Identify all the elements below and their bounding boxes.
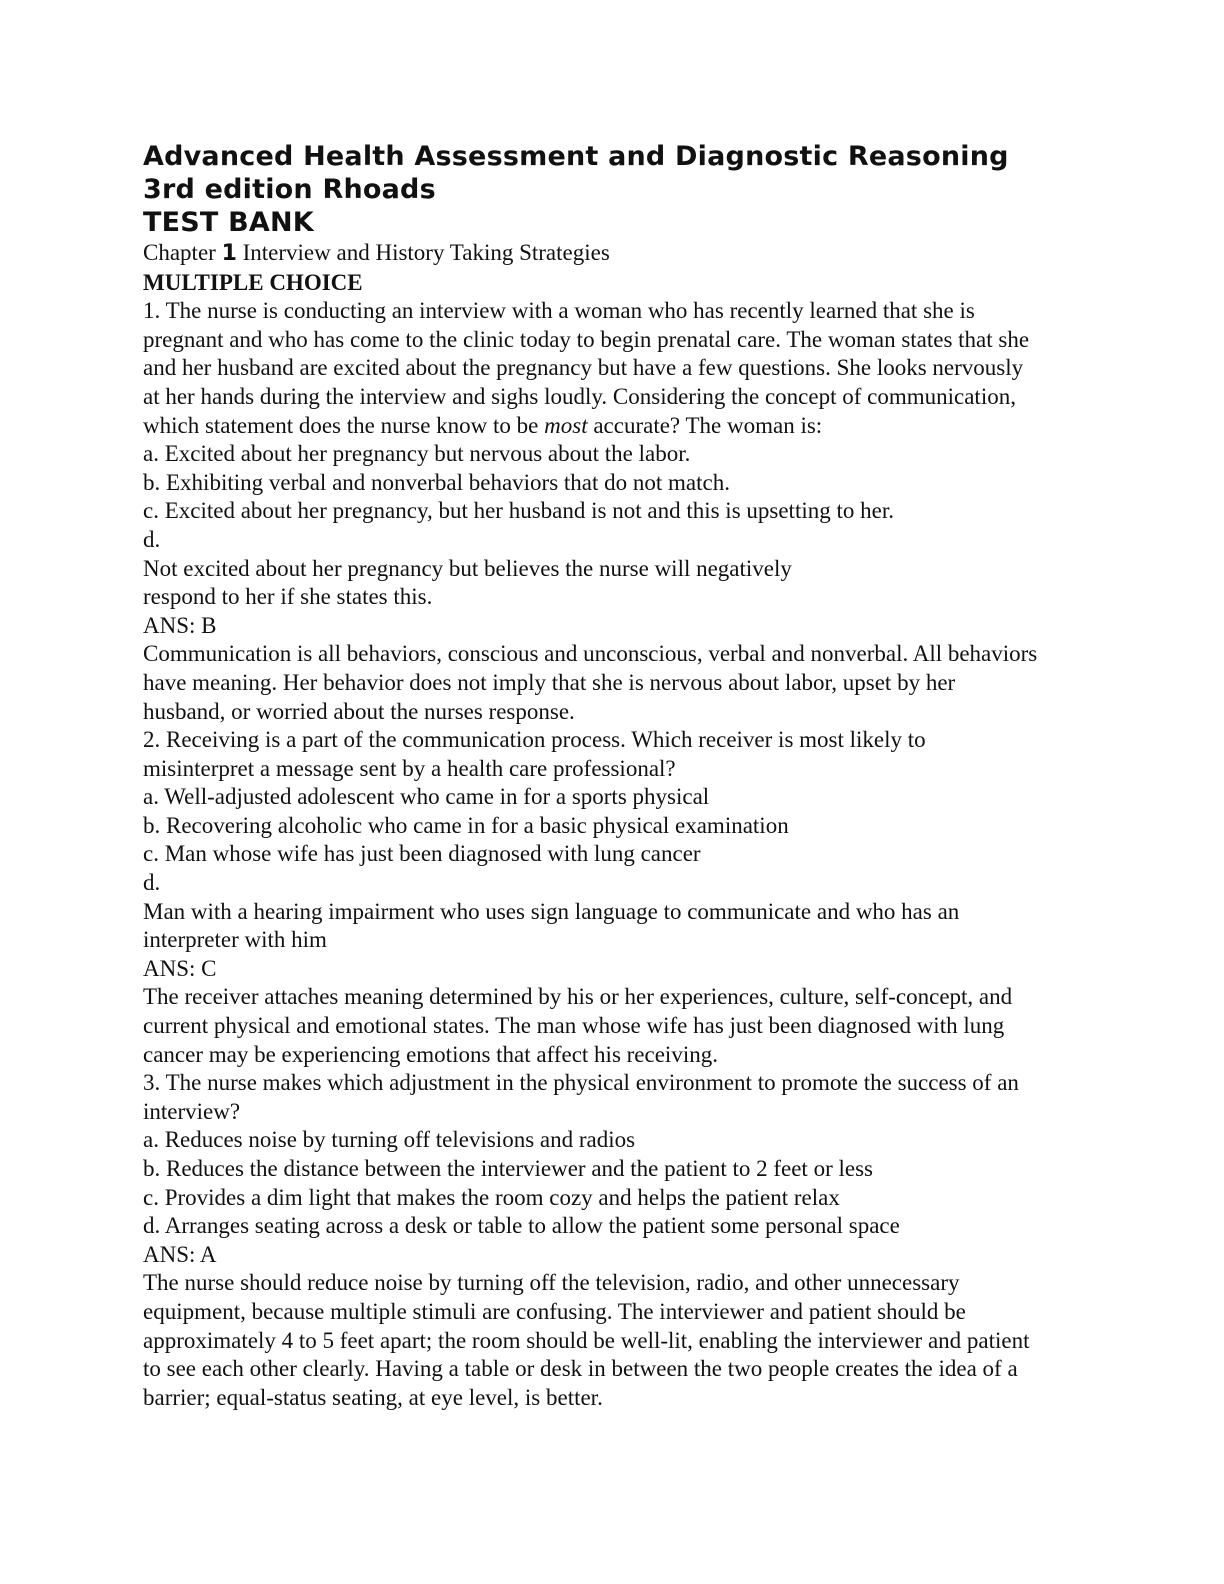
question-2 — [143, 726, 1083, 1069]
rationale-line: approximately 4 to 5 feet apart; the room should be well-lit, enabling the interviewer and patient — [143, 1327, 1030, 1353]
document-title-line-2: 3rd edition Rhoads — [143, 174, 436, 205]
rationale-line: Communication is all behaviors, conscious and unconscious, verbal and nonverbal. All behaviors — [143, 641, 1038, 667]
rationale-line: equipment, because multiple stimuli are confusing. The interviewer and patient should be — [143, 1298, 966, 1324]
option-a: a. Well-adjusted adolescent who came in for a sports physical — [143, 784, 710, 810]
option-d-text: Man with a hearing impairment who uses sign language to communicate and who has an — [143, 898, 960, 924]
option-b: b. Recovering alcoholic who came in for a basic physical examination — [143, 812, 789, 838]
question-stem-line: misinterpret a message sent by a health care professional? — [143, 755, 676, 781]
option-c: c. Provides a dim light that makes the room cozy and helps the patient relax — [143, 1184, 840, 1210]
question-stem-line: 2. Receiving is a part of the communication process. Which receiver is most likely to — [143, 727, 926, 753]
answer: ANS: A — [143, 1241, 217, 1267]
rationale-line: to see each other clearly. Having a table or desk in between the two people creates the idea of a — [143, 1356, 1018, 1382]
chapter-number: 1 — [221, 241, 237, 266]
question-stem-line: at her hands during the interview and sighs loudly. Considering the concept of communication, — [143, 383, 1016, 409]
option-d-text: Not excited about her pregnancy but believes the nurse will negatively — [143, 555, 792, 581]
answer: ANS: C — [143, 955, 217, 981]
option-d-text: respond to her if she states this. — [143, 584, 433, 610]
rationale-line: The nurse should reduce noise by turning off the television, radio, and other unnecessary — [143, 1270, 960, 1296]
chapter-heading — [143, 239, 1083, 269]
stem-emphasis: most — [544, 412, 588, 438]
section-heading: MULTIPLE CHOICE — [143, 269, 363, 295]
rationale-line: have meaning. Her behavior does not imply that she is nervous about labor, upset by her — [143, 669, 956, 695]
question-stem-line: 1. The nurse is conducting an interview with a woman who has recently learned that she is — [143, 298, 975, 324]
option-d-text: interpreter with him — [143, 927, 327, 953]
rationale-line: current physical and emotional states. The man whose wife has just been diagnosed with lung — [143, 1013, 1005, 1039]
option-c: c. Excited about her pregnancy, but her husband is not and this is upsetting to her. — [143, 498, 894, 524]
stem-text: accurate? The woman is: — [587, 412, 823, 438]
rationale-line: cancer may be experiencing emotions that affect his receiving. — [143, 1041, 718, 1067]
question-stem-line: 3. The nurse makes which adjustment in the physical environment to promote the success of an — [143, 1070, 1019, 1096]
question-stem-line: and her husband are excited about the pregnancy but have a few questions. She looks nervously — [143, 355, 1024, 381]
chapter-title: Interview and History Taking Strategies — [236, 240, 610, 265]
question-1 — [143, 297, 1083, 726]
option-b: b. Exhibiting verbal and nonverbal behaviors that do not match. — [143, 469, 730, 495]
stem-text: which statement does the nurse know to be — [143, 412, 545, 438]
question-3 — [143, 1069, 1083, 1412]
rationale-line: husband, or worried about the nurses response. — [143, 698, 575, 724]
rationale-line: barrier; equal-status seating, at eye level, is better. — [143, 1384, 603, 1410]
document-page — [143, 140, 1083, 1412]
option-a: a. Reduces noise by turning off televisions and radios — [143, 1127, 636, 1153]
document-title-line-3: TEST BANK — [143, 207, 314, 238]
option-b: b. Reduces the distance between the interviewer and the patient to 2 feet or less — [143, 1156, 873, 1181]
document-title-line-1: Advanced Health Assessment and Diagnostic Reasoning — [143, 141, 1009, 172]
option-d-label: d. — [143, 526, 161, 552]
option-d: d. Arranges seating across a desk or table to allow the patient some personal space — [143, 1213, 900, 1239]
question-stem-line: interview? — [143, 1098, 241, 1124]
option-a: a. Excited about her pregnancy but nervous about the labor. — [143, 441, 691, 467]
option-c: c. Man whose wife has just been diagnosed with lung cancer — [143, 841, 701, 867]
question-stem-line — [143, 412, 1083, 441]
question-stem-line: pregnant and who has come to the clinic today to begin prenatal care. The woman states that she — [143, 326, 1030, 352]
chapter-prefix: Chapter — [143, 240, 222, 265]
option-d-label: d. — [143, 870, 161, 896]
answer: ANS: B — [143, 612, 217, 638]
rationale-line: The receiver attaches meaning determined by his or her experiences, culture, self-concept, and — [143, 984, 1013, 1010]
